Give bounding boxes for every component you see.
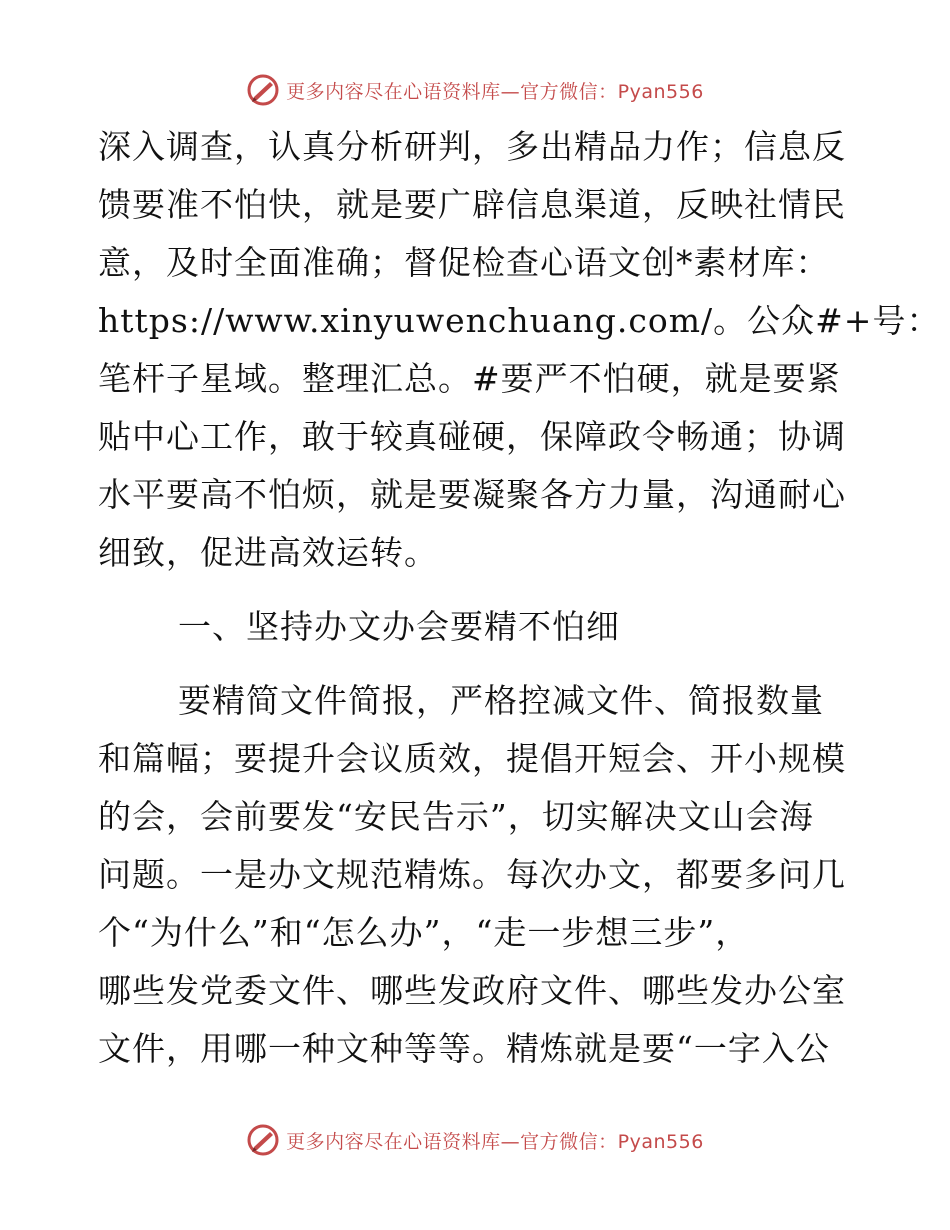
pen-logo-icon bbox=[246, 73, 280, 107]
banner-text: 更多内容尽在心语资料库—官方微信：Pyan556 bbox=[286, 80, 704, 103]
text-line: 细致，促进高效运转。 bbox=[98, 533, 438, 572]
text-line: 馈要准不怕快，就是要广辟信息渠道，反映社情民 bbox=[98, 185, 846, 224]
pen-logo-icon bbox=[246, 1123, 280, 1157]
text-line: 和篇幅；要提升会议质效，提倡开短会、开小规模 bbox=[98, 739, 846, 778]
text-line: 要精简文件简报，严格控减文件、简报数量 bbox=[178, 681, 824, 720]
text-line: 个“为什么”和“怎么办”，“走一步想三步”， bbox=[98, 913, 750, 952]
text-line: 意，及时全面准确；督促检查心语文创*素材库： bbox=[98, 243, 830, 282]
text-line: 哪些发党委文件、哪些发政府文件、哪些发办公室 bbox=[98, 971, 846, 1010]
text-line: 水平要高不怕烦，就是要凝聚各方力量，沟通耐心 bbox=[98, 475, 846, 514]
header-watermark-banner bbox=[0, 70, 950, 110]
text-line: 笔杆子星域。整理汇总。#要严不怕硬，就是要紧 bbox=[98, 359, 841, 398]
footer-watermark-banner bbox=[0, 1120, 950, 1160]
text-line: 文件，用哪一种文种等等。精炼就是要“一字入公 bbox=[98, 1029, 830, 1068]
text-line: 问题。一是办文规范精炼。每次办文，都要多问几 bbox=[98, 855, 846, 894]
banner-text: 更多内容尽在心语资料库—官方微信：Pyan556 bbox=[286, 1130, 704, 1153]
text-line: 深入调查，认真分析研判，多出精品力作；信息反 bbox=[98, 127, 846, 166]
text-line: https://www.xinyuwenchuang.com/。公众#+号： bbox=[98, 301, 941, 340]
text-line: 贴中心工作，敢于较真碰硬，保障政令畅通；协调 bbox=[98, 417, 846, 456]
document-body bbox=[98, 118, 941, 1078]
section-heading: 一、坚持办文办会要精不怕细 bbox=[178, 607, 620, 646]
text-line: 的会，会前要发“安民告示”，切实解决文山会海 bbox=[98, 797, 814, 836]
